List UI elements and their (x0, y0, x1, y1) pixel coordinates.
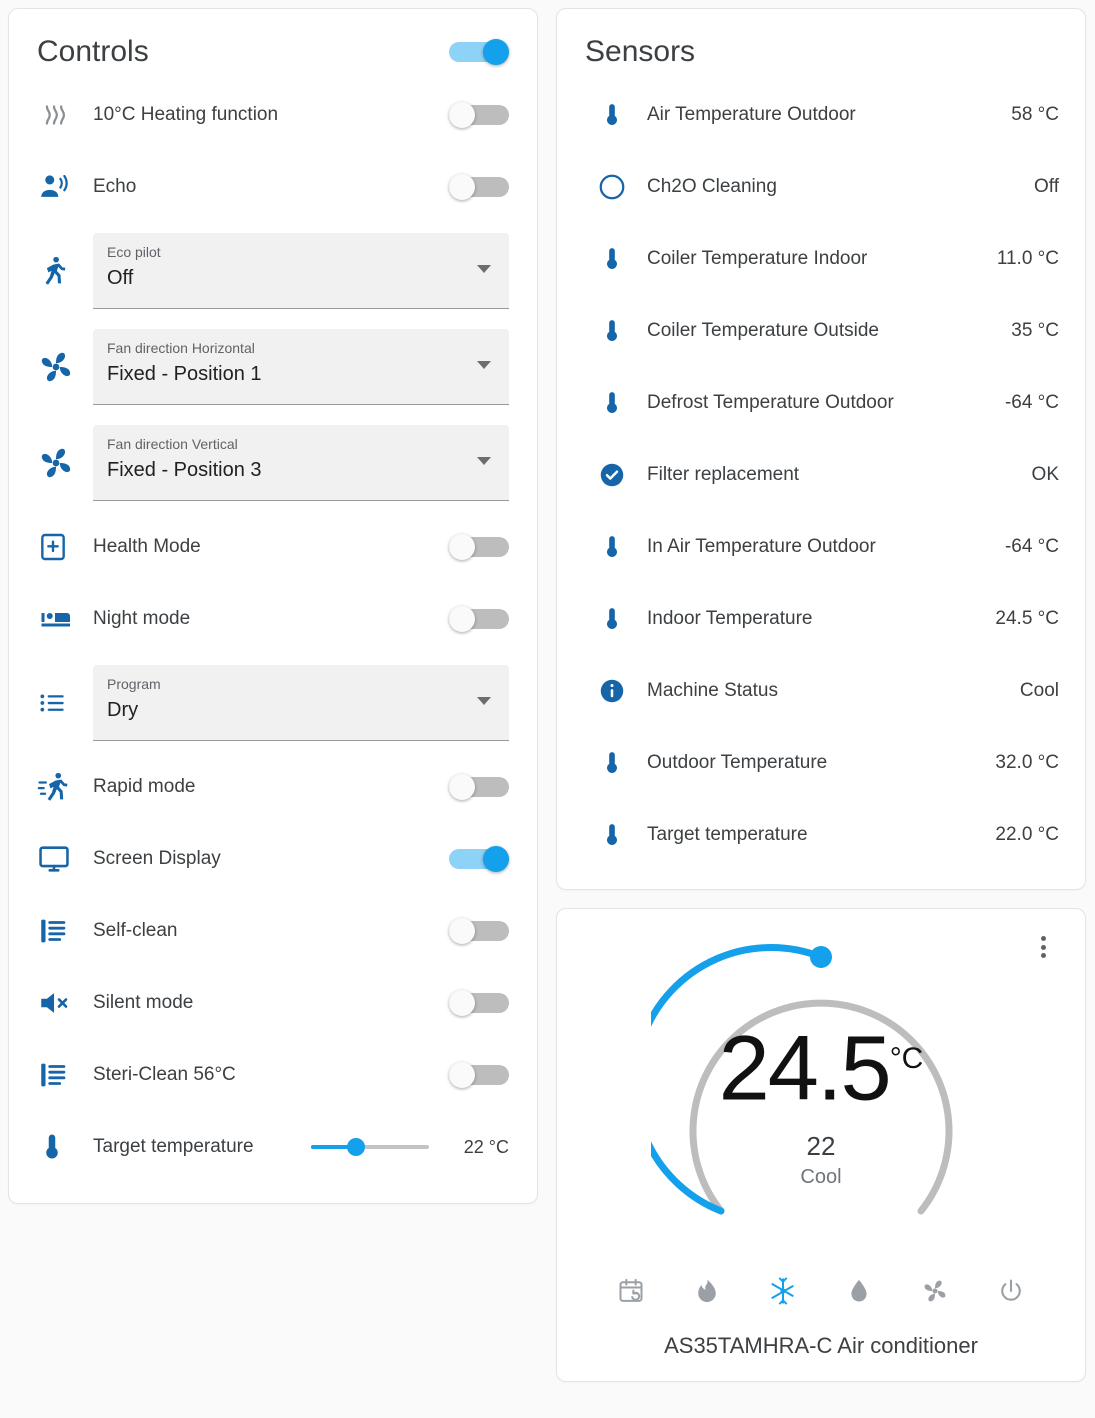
field-label: Fan direction Vertical (107, 436, 238, 452)
sensors-card (556, 8, 1086, 890)
control-toggle[interactable] (449, 102, 509, 128)
control-row-rapid-mode[interactable] (9, 751, 537, 823)
sensor-row (557, 223, 1085, 295)
toggle-knob (449, 774, 475, 800)
controls-header (9, 9, 537, 79)
sensor-name: Ch2O Cleaning (647, 176, 777, 197)
sensor-value: Cool (1019, 680, 1059, 701)
monitor-icon (37, 842, 93, 876)
field-value: Fixed - Position 1 (107, 363, 262, 385)
control-row-echo[interactable] (9, 151, 537, 223)
target-temperature-value: 22 °C (463, 1136, 509, 1157)
chevron-down-icon[interactable] (477, 457, 491, 465)
thermostat-dial-wrap (575, 935, 1067, 1265)
field-value: Dry (107, 699, 139, 721)
sensor-name: In Air Temperature Outdoor (647, 536, 876, 557)
field-label: Eco pilot (107, 244, 161, 260)
clean-lines-icon (37, 914, 93, 948)
control-row-heating-function[interactable] (9, 79, 537, 151)
sensor-row (557, 151, 1085, 223)
mute-icon (37, 986, 93, 1020)
controls-column (8, 8, 538, 1204)
sensor-row (557, 295, 1085, 367)
control-row-screen-display[interactable] (9, 823, 537, 895)
control-row-fan-horizontal[interactable] (9, 319, 537, 415)
field-label: Program (107, 676, 161, 692)
control-row-fan-vertical[interactable] (9, 415, 537, 511)
thermometer-icon (583, 390, 641, 416)
control-toggle[interactable] (449, 174, 509, 200)
sensor-name: Target temperature (647, 824, 808, 845)
right-column (556, 8, 1086, 1382)
sensor-value: -64 °C (1004, 392, 1059, 413)
sensor-name: Coiler Temperature Outside (647, 320, 879, 341)
sensor-value: 35 °C (1011, 320, 1059, 341)
temperature-unit: °C (889, 1042, 924, 1075)
control-row-health-mode[interactable] (9, 511, 537, 583)
control-label: Silent mode (93, 992, 194, 1013)
sensors-header (557, 9, 1085, 79)
control-label: Echo (93, 176, 137, 197)
sensor-value: 32.0 °C (995, 752, 1059, 773)
toggle-knob (449, 534, 475, 560)
control-label: Self-clean (93, 920, 178, 941)
sensor-value: -64 °C (1004, 536, 1059, 557)
sensor-value: 22.0 °C (995, 824, 1059, 845)
control-trailing (449, 774, 509, 800)
fan-vertical-select[interactable] (93, 425, 509, 501)
toggle-knob (483, 846, 509, 872)
sensor-row (557, 727, 1085, 799)
circle-icon (583, 172, 641, 202)
control-trailing (449, 846, 509, 872)
sensor-row (557, 511, 1085, 583)
current-temperature (651, 1013, 991, 1120)
fan-only-icon[interactable] (919, 1275, 951, 1307)
sensors-title: Sensors (585, 35, 696, 68)
chevron-down-icon[interactable] (477, 265, 491, 273)
toggle-knob (483, 39, 509, 65)
sensors-list (557, 79, 1085, 889)
mode-label: Cool (800, 1165, 842, 1188)
control-label: Steri-Clean 56°C (93, 1064, 236, 1085)
sensor-value: OK (1031, 464, 1059, 485)
sensor-value: Off (1034, 176, 1059, 197)
current-temperature-value: 24.5 (718, 1017, 890, 1120)
control-label: Screen Display (93, 848, 221, 869)
control-row-night-mode[interactable] (9, 583, 537, 655)
control-trailing (449, 918, 509, 944)
chevron-down-icon[interactable] (477, 697, 491, 705)
control-row-silent-mode[interactable] (9, 967, 537, 1039)
sensor-row (557, 655, 1085, 727)
sensor-value: 24.5 °C (995, 608, 1059, 629)
control-toggle[interactable] (449, 774, 509, 800)
running-person-icon (37, 254, 93, 288)
control-trailing (311, 1135, 509, 1159)
thermometer-icon (583, 534, 641, 560)
fast-runner-icon (37, 770, 93, 804)
eco-pilot-select[interactable] (93, 233, 509, 309)
medical-kit-icon (37, 531, 93, 563)
field-value: Fixed - Position 3 (107, 459, 262, 481)
sensor-value: 11.0 °C (996, 248, 1059, 269)
thermometer-icon (583, 822, 641, 848)
control-trailing (449, 534, 509, 560)
controls-card (8, 8, 538, 1204)
control-label: Target temperature (93, 1136, 254, 1157)
sensor-row (557, 439, 1085, 511)
thermostat-card (556, 908, 1086, 1382)
thermometer-icon (583, 246, 641, 272)
control-row-program[interactable] (9, 655, 537, 751)
sensor-name: Defrost Temperature Outdoor (647, 392, 894, 413)
toggle-knob (449, 174, 475, 200)
control-toggle[interactable] (449, 846, 509, 872)
clean-lines-icon (37, 1058, 93, 1092)
thermometer-icon (583, 318, 641, 344)
thermometer-icon (583, 750, 641, 776)
chevron-down-icon[interactable] (477, 361, 491, 369)
fan-horizontal-select[interactable] (93, 329, 509, 405)
toggle-knob (449, 990, 475, 1016)
target-temperature-slider[interactable] (311, 1135, 429, 1159)
snowflake-icon[interactable] (767, 1275, 799, 1307)
control-label: Rapid mode (93, 776, 196, 797)
control-toggle[interactable] (449, 1062, 509, 1088)
toggle-knob (449, 606, 475, 632)
control-toggle[interactable] (449, 918, 509, 944)
control-row-target-temperature[interactable] (9, 1111, 537, 1183)
mode-bar (575, 1275, 1067, 1307)
sensor-name: Coiler Temperature Indoor (647, 248, 868, 269)
control-row-eco-pilot[interactable] (9, 223, 537, 319)
dry-icon[interactable] (843, 1275, 875, 1307)
control-trailing (449, 990, 509, 1016)
control-toggle[interactable] (449, 534, 509, 560)
control-row-steri-clean[interactable] (9, 1039, 537, 1111)
sensor-name: Filter replacement (647, 464, 800, 485)
sensor-row (557, 367, 1085, 439)
toggle-knob (449, 102, 475, 128)
toggle-knob (449, 918, 475, 944)
controls-list (9, 79, 537, 1203)
program-select[interactable] (93, 665, 509, 741)
info-icon (583, 676, 641, 706)
fan-icon (37, 348, 93, 386)
control-label: Health Mode (93, 536, 201, 557)
control-trailing (449, 102, 509, 128)
controls-title: Controls (37, 35, 149, 68)
control-trailing (449, 606, 509, 632)
list-icon (37, 687, 93, 719)
echo-icon (37, 170, 93, 204)
toggle-knob (449, 1062, 475, 1088)
thermostat-dial[interactable] (651, 935, 991, 1265)
control-toggle[interactable] (449, 990, 509, 1016)
field-label: Fan direction Horizontal (107, 340, 255, 356)
sensor-row (557, 79, 1085, 151)
thermometer-icon (583, 606, 641, 632)
target-temperature-readout: 22 (806, 1130, 836, 1161)
sensor-name: Outdoor Temperature (647, 752, 828, 773)
field-value: Off (107, 267, 134, 289)
control-label: Night mode (93, 608, 191, 629)
check-circle-icon (583, 460, 641, 490)
control-label: 10°C Heating function (93, 104, 279, 125)
sensor-row (557, 799, 1085, 871)
control-toggle[interactable] (449, 606, 509, 632)
heat-icon[interactable] (691, 1275, 723, 1307)
thermometer-icon (37, 1132, 93, 1162)
sensor-value: 58 °C (1011, 104, 1059, 125)
fan-icon (37, 444, 93, 482)
sensor-name: Indoor Temperature (647, 608, 813, 629)
control-trailing (449, 1062, 509, 1088)
thermometer-icon (583, 102, 641, 128)
control-row-self-clean[interactable] (9, 895, 537, 967)
dial-readout (651, 1013, 991, 1189)
heat-waves-icon (37, 98, 93, 132)
sensor-name: Air Temperature Outdoor (647, 104, 856, 125)
device-name: AS35TAMHRA-C Air conditioner (664, 1333, 978, 1358)
power-icon[interactable] (995, 1275, 1027, 1307)
slider-thumb[interactable] (347, 1138, 365, 1156)
sensor-row (557, 583, 1085, 655)
schedule-icon[interactable] (615, 1275, 647, 1307)
sensor-name: Machine Status (647, 680, 778, 701)
bed-icon (37, 601, 93, 637)
control-trailing (449, 174, 509, 200)
controls-master-toggle[interactable] (449, 39, 509, 65)
